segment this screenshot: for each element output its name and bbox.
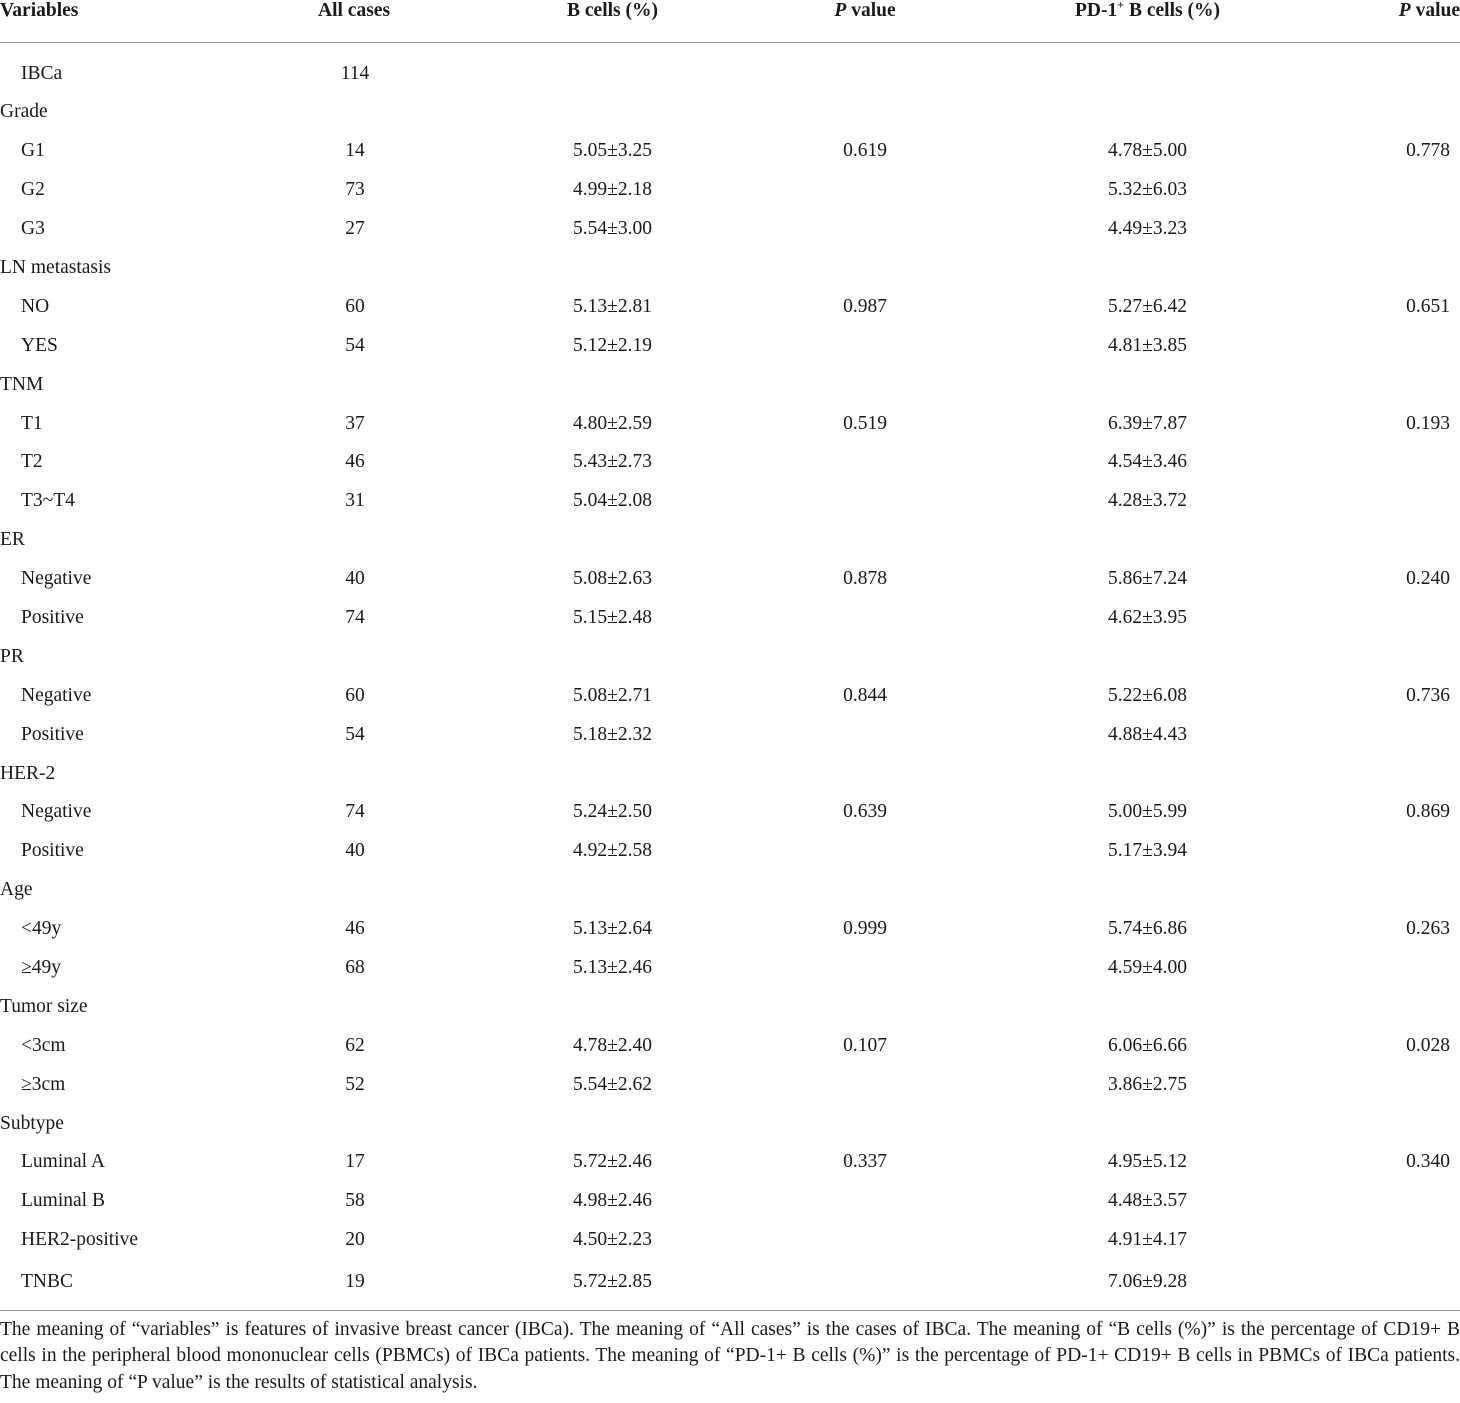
table-row [0, 210, 1460, 249]
b-cells-cell [510, 754, 715, 793]
pd1-b-cells-cell: 4.88±4.43 [1108, 723, 1187, 745]
table-row [0, 599, 1460, 638]
p-value-1-cell [715, 249, 1015, 288]
all-cases-cell: 54 [345, 334, 365, 356]
table-row [0, 1260, 1460, 1311]
p-value-1-cell [715, 482, 1015, 521]
pd1-b-cells-cell: 5.32±6.03 [1108, 179, 1187, 201]
b-cells-cell: 5.72±2.85 [510, 1260, 715, 1311]
table-row [0, 43, 1460, 94]
p-value-1-cell: 0.844 [843, 684, 887, 706]
p-value-1-cell [715, 1182, 1015, 1221]
b-cells-cell: 5.13±2.64 [573, 918, 652, 940]
all-cases-cell: 46 [345, 918, 365, 940]
b-cells-cell: 4.78±2.40 [573, 1034, 652, 1056]
p-value-1-cell [715, 521, 1015, 560]
variable-label: T1 [21, 412, 43, 434]
all-cases-cell: 31 [345, 490, 365, 512]
p-value-1-cell: 0.519 [843, 412, 887, 434]
p-value-2-cell [1280, 1065, 1460, 1104]
pd1-b-cells-cell [1015, 93, 1280, 132]
all-cases-cell [200, 871, 510, 910]
p-value-1-cell: 0.639 [843, 801, 887, 823]
b-cells-cell: 5.04±2.08 [573, 490, 652, 512]
pd1-b-cells-cell [1015, 365, 1280, 404]
variable-label: T3~T4 [21, 490, 75, 512]
table-row [0, 1026, 1460, 1065]
p-value-1-cell [715, 599, 1015, 638]
p-value-2-cell: 0.869 [1406, 801, 1450, 823]
pd1-b-cells-cell: 5.27±6.42 [1108, 295, 1187, 317]
p-value-1-cell [715, 443, 1015, 482]
p-value-1-cell [715, 1104, 1015, 1143]
variable-label: Positive [21, 607, 84, 629]
table-row [0, 676, 1460, 715]
p-value-2-cell [1280, 1182, 1460, 1221]
p-value-2-cell [1280, 43, 1460, 94]
pd1-b-cells-cell: 4.49±3.23 [1108, 218, 1187, 240]
group-header-row [0, 249, 1460, 288]
b-cells-cell: 4.50±2.23 [573, 1229, 652, 1251]
all-cases-cell: 114 [340, 63, 370, 84]
b-cells-cell: 4.92±2.58 [573, 840, 652, 862]
p-value-2-cell: 0.736 [1406, 684, 1450, 706]
group-header-row [0, 987, 1460, 1026]
table-row [0, 1065, 1460, 1104]
p-value-2-cell [1280, 1104, 1460, 1143]
pd1-b-cells-cell [1015, 987, 1280, 1026]
p-value-1-cell [715, 949, 1015, 988]
variable-label: HER-2 [0, 762, 56, 784]
p-value-1-cell [715, 171, 1015, 210]
variable-label: <49y [21, 918, 62, 940]
p-value-2-cell [1280, 93, 1460, 132]
all-cases-cell: 62 [345, 1034, 365, 1056]
table-row [0, 482, 1460, 521]
table-row [0, 832, 1460, 871]
p-value-1-cell [715, 832, 1015, 871]
p-value-1-cell: 0.107 [843, 1034, 887, 1056]
all-cases-cell: 74 [345, 801, 365, 823]
header-p2-italic: P [1398, 0, 1411, 21]
p-value-2-cell [1280, 871, 1460, 910]
b-cells-cell [510, 521, 715, 560]
b-cells-cell [510, 93, 715, 132]
pd1-b-cells-cell: 4.59±4.00 [1108, 957, 1187, 979]
p-value-2-cell: 0.193 [1406, 412, 1450, 434]
variable-label: Luminal B [21, 1190, 105, 1212]
p-value-2-cell [1280, 171, 1460, 210]
header-p-value-1 [715, 0, 1015, 43]
variable-label: IBCa [21, 63, 63, 84]
variable-label: Grade [0, 101, 48, 123]
p-value-1-cell [715, 1065, 1015, 1104]
group-header-row [0, 365, 1460, 404]
p-value-1-cell: 0.337 [843, 1151, 887, 1173]
all-cases-cell [200, 1104, 510, 1143]
b-cells-cell: 4.99±2.18 [573, 179, 652, 201]
pd1-b-cells-cell: 3.86±2.75 [1108, 1073, 1187, 1095]
b-cells-cell: 5.24±2.50 [573, 801, 652, 823]
all-cases-cell [200, 249, 510, 288]
variable-label: <3cm [21, 1034, 66, 1056]
variable-label: YES [21, 334, 58, 356]
all-cases-cell: 40 [345, 840, 365, 862]
header-b-cells: B cells (%) [510, 0, 715, 43]
all-cases-cell [200, 637, 510, 676]
p-value-1-cell [715, 93, 1015, 132]
group-header-row [0, 637, 1460, 676]
p-value-2-cell [1280, 637, 1460, 676]
all-cases-cell: 46 [345, 451, 365, 473]
p-value-2-cell [1280, 1260, 1460, 1311]
variable-label: Luminal A [21, 1151, 105, 1173]
variable-label: ≥49y [21, 957, 61, 979]
all-cases-cell: 68 [345, 957, 365, 979]
b-cells-cell: 5.12±2.19 [573, 334, 652, 356]
b-cells-cell [510, 43, 715, 94]
pd1-b-cells-cell [1015, 521, 1280, 560]
variable-label: ≥3cm [21, 1073, 66, 1095]
table-row [0, 132, 1460, 171]
b-cells-cell: 4.98±2.46 [573, 1190, 652, 1212]
group-header-row [0, 1104, 1460, 1143]
b-cells-cell: 5.08±2.71 [573, 684, 652, 706]
variable-label: ER [0, 529, 25, 551]
p-value-2-cell: 0.263 [1406, 918, 1450, 940]
table-body [0, 43, 1460, 1311]
variable-label: G2 [21, 179, 45, 201]
table-row [0, 1221, 1460, 1260]
p-value-1-cell [715, 715, 1015, 754]
b-cells-cell [510, 1104, 715, 1143]
table-row [0, 443, 1460, 482]
b-cells-cell [510, 637, 715, 676]
all-cases-cell: 20 [345, 1229, 365, 1251]
variable-label: T2 [21, 451, 43, 473]
p-value-1-cell [715, 326, 1015, 365]
all-cases-cell [200, 754, 510, 793]
pd1-b-cells-cell [1015, 871, 1280, 910]
pd1-b-cells-cell: 4.95±5.12 [1108, 1151, 1187, 1173]
p-value-2-cell [1280, 521, 1460, 560]
b-cells-cell [510, 871, 715, 910]
p-value-1-cell [715, 43, 1015, 94]
all-cases-cell: 27 [345, 218, 365, 240]
pd1-b-cells-cell: 5.17±3.94 [1108, 840, 1187, 862]
p-value-2-cell [1280, 599, 1460, 638]
pd1-b-cells-cell: 4.48±3.57 [1108, 1190, 1187, 1212]
b-cells-cell: 5.15±2.48 [573, 607, 652, 629]
p-value-2-cell [1280, 210, 1460, 249]
all-cases-cell: 60 [345, 684, 365, 706]
all-cases-cell: 58 [345, 1190, 365, 1212]
variable-label: HER2-positive [21, 1229, 138, 1251]
b-cells-cell: 5.54±2.62 [573, 1073, 652, 1095]
all-cases-cell: 74 [345, 607, 365, 629]
header-row [0, 0, 1460, 43]
p-value-2-cell: 0.028 [1406, 1034, 1450, 1056]
table-row [0, 1143, 1460, 1182]
table-row [0, 171, 1460, 210]
all-cases-cell: 60 [345, 295, 365, 317]
all-cases-cell: 14 [345, 140, 365, 162]
pd1-b-cells-cell: 6.06±6.66 [1108, 1034, 1187, 1056]
b-cells-cell: 5.18±2.32 [573, 723, 652, 745]
p-value-2-cell [1280, 249, 1460, 288]
pd1-b-cells-cell: 5.22±6.08 [1108, 684, 1187, 706]
p-value-1-cell [715, 1221, 1015, 1260]
header-pd1-sup: + [1117, 0, 1125, 12]
p-value-1-cell [715, 754, 1015, 793]
b-cells-cell [510, 249, 715, 288]
p-value-2-cell [1280, 754, 1460, 793]
all-cases-cell [200, 521, 510, 560]
variable-label: NO [21, 295, 50, 317]
p-value-2-cell [1280, 326, 1460, 365]
pd1-b-cells-cell [1015, 249, 1280, 288]
table-row [0, 910, 1460, 949]
variable-label: Positive [21, 723, 84, 745]
p-value-1-cell [715, 637, 1015, 676]
variable-label: G1 [21, 140, 45, 162]
group-header-row [0, 93, 1460, 132]
p-value-2-cell: 0.340 [1406, 1151, 1450, 1173]
all-cases-cell: 19 [200, 1260, 510, 1311]
all-cases-cell: 17 [345, 1151, 365, 1173]
all-cases-cell [200, 93, 510, 132]
b-cells-cell [510, 987, 715, 1026]
header-p2-rest: value [1410, 0, 1460, 21]
all-cases-cell: 73 [345, 179, 365, 201]
p-value-1-cell: 0.878 [843, 568, 887, 590]
group-header-row [0, 871, 1460, 910]
all-cases-cell: 40 [345, 568, 365, 590]
pd1-b-cells-cell: 4.78±5.00 [1108, 140, 1187, 162]
header-p-rest: value [846, 0, 896, 21]
pd1-b-cells-cell: 5.86±7.24 [1108, 568, 1187, 590]
pd1-b-cells-cell: 6.39±7.87 [1108, 412, 1187, 434]
p-value-2-cell [1280, 715, 1460, 754]
variable-label: Subtype [0, 1112, 64, 1134]
p-value-2-cell: 0.240 [1406, 568, 1450, 590]
p-value-1-cell [715, 210, 1015, 249]
variable-label: Negative [21, 684, 92, 706]
header-p-value-2 [1280, 0, 1460, 43]
table-footnote: The meaning of “variables” is features of invasive breast cancer (IBCa). The meaning of “All cases” is the cases of IBCa. The meaning of “B cells (%)” is the percentage of CD19+ B cells in the peripheral blood mononuclear cells (PBMCs) of IBCa patients. The meaning of “PD-1+ B cells (%)” is the percentage of PD-1+ CD19+ B cells in PBMCs of IBCa patients. The meaning of “P value” is the results of statistical analysis. [0, 1318, 1460, 1393]
header-variables: Variables [0, 0, 200, 43]
variable-label: PR [0, 645, 24, 667]
variable-label: G3 [21, 218, 45, 240]
table-row [0, 1182, 1460, 1221]
header-pd1-suffix: B cells (%) [1124, 0, 1220, 21]
pd1-b-cells-cell [1015, 43, 1280, 94]
b-cells-cell: 4.80±2.59 [573, 412, 652, 434]
pd1-b-cells-cell: 4.91±4.17 [1108, 1229, 1187, 1251]
header-p-italic: P [834, 0, 847, 21]
pd1-b-cells-cell: 5.00±5.99 [1108, 801, 1187, 823]
p-value-1-cell: 0.999 [843, 918, 887, 940]
variable-label: Negative [21, 568, 92, 590]
b-cells-cell: 5.05±3.25 [573, 140, 652, 162]
p-value-1-cell: 0.619 [843, 140, 887, 162]
pd1-b-cells-cell [1015, 637, 1280, 676]
group-header-row [0, 521, 1460, 560]
table-row [0, 326, 1460, 365]
b-cells-cell: 5.72±2.46 [573, 1151, 652, 1173]
pd1-b-cells-cell: 4.81±3.85 [1108, 334, 1187, 356]
p-value-1-cell [715, 871, 1015, 910]
variable-label: Positive [21, 840, 84, 862]
all-cases-cell [200, 987, 510, 1026]
all-cases-cell [200, 365, 510, 404]
table-row [0, 949, 1460, 988]
p-value-1-cell [715, 987, 1015, 1026]
b-cells-cell: 5.54±3.00 [573, 218, 652, 240]
table-row [0, 560, 1460, 599]
variable-label: Age [0, 879, 33, 901]
pd1-b-cells-cell [1015, 1104, 1280, 1143]
header-all-cases: All cases [200, 0, 510, 43]
pd1-b-cells-cell: 7.06±9.28 [1015, 1260, 1280, 1311]
all-cases-cell: 54 [345, 723, 365, 745]
p-value-2-cell [1280, 832, 1460, 871]
variable-label: TNBC [0, 1260, 200, 1311]
p-value-2-cell [1280, 949, 1460, 988]
group-header-row [0, 754, 1460, 793]
table-row [0, 715, 1460, 754]
p-value-2-cell: 0.778 [1406, 140, 1450, 162]
pd1-b-cells-cell: 4.62±3.95 [1108, 607, 1187, 629]
b-cells-cell: 5.13±2.81 [573, 295, 652, 317]
p-value-2-cell [1280, 482, 1460, 521]
p-value-2-cell [1280, 1221, 1460, 1260]
p-value-2-cell [1280, 987, 1460, 1026]
table-row [0, 287, 1460, 326]
header-pd1-b-cells [1015, 0, 1280, 43]
table-header [0, 0, 1460, 43]
variable-label: LN metastasis [0, 257, 112, 278]
all-cases-cell: 52 [345, 1073, 365, 1095]
pd1-b-cells-cell: 4.54±3.46 [1108, 451, 1187, 473]
all-cases-cell: 37 [345, 412, 365, 434]
p-value-1-cell [715, 365, 1015, 404]
variable-label: Tumor size [0, 995, 88, 1017]
header-pd1-prefix: PD-1 [1075, 0, 1118, 21]
b-cells-cell: 5.13±2.46 [573, 957, 652, 979]
pd1-b-cells-cell: 4.28±3.72 [1108, 490, 1187, 512]
b-cells-cell: 5.43±2.73 [573, 451, 652, 473]
p-value-1-cell: 0.987 [843, 295, 887, 317]
pd1-b-cells-cell: 5.74±6.86 [1108, 918, 1187, 940]
p-value-2-cell [1280, 443, 1460, 482]
pd1-b-cells-cell [1015, 754, 1280, 793]
p-value-1-cell [715, 1260, 1015, 1311]
variable-label: Negative [21, 801, 92, 823]
table-row [0, 793, 1460, 832]
table-row [0, 404, 1460, 443]
b-cells-cell [510, 365, 715, 404]
b-cells-cell: 5.08±2.63 [573, 568, 652, 590]
variable-label: TNM [0, 373, 44, 395]
p-value-2-cell [1280, 365, 1460, 404]
p-value-2-cell: 0.651 [1406, 295, 1450, 317]
